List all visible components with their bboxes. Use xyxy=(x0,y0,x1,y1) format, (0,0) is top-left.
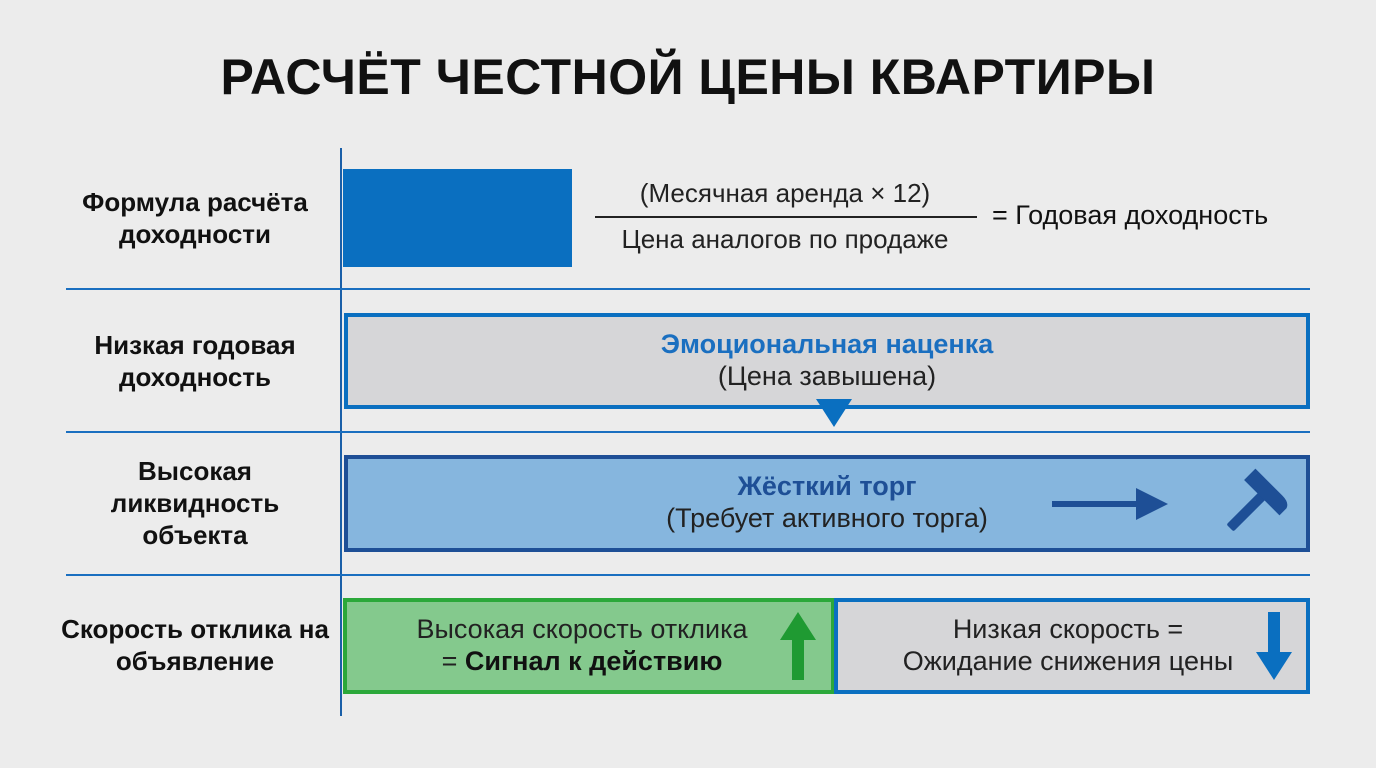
row-label-low-yield: Низкая годовая доходность xyxy=(94,330,296,392)
high-speed-signal: Сигнал к действию xyxy=(464,646,723,676)
formula-numerator: (Месячная аренда × 12) xyxy=(639,178,931,208)
emotional-markup-box xyxy=(344,313,1310,409)
row-label-formula: Формула расчёта доходности xyxy=(82,187,308,249)
arrow-up-icon xyxy=(780,612,816,680)
emotional-markup-subtitle: (Цена завышена) xyxy=(717,361,937,391)
high-speed-prefix: = xyxy=(441,646,465,676)
page-title: РАСЧЁТ ЧЕСТНОЙ ЦЕНЫ КВАРТИРЫ xyxy=(220,49,1156,105)
formula-color-bar xyxy=(343,169,572,267)
hard-bargain-title: Жёсткий торг xyxy=(737,471,917,501)
low-speed-box xyxy=(834,598,1310,694)
hard-bargain-subtitle: (Требует активного торга) xyxy=(666,503,988,533)
row-label-response: Скорость отклика на объявление xyxy=(61,614,329,676)
row-label-liquidity: Высокая ликвидность объекта xyxy=(110,456,280,550)
hammer-icon xyxy=(1216,470,1292,538)
arrow-down-icon xyxy=(1256,612,1292,680)
low-speed-line1: Низкая скорость = xyxy=(952,614,1184,644)
high-speed-line1: Высокая скорость отклика xyxy=(416,614,748,644)
low-speed-line2: Ожидание снижения цены xyxy=(902,646,1234,676)
formula-denominator: Цена аналогов по продаже xyxy=(621,224,949,254)
row-divider xyxy=(66,431,1310,433)
row-divider xyxy=(66,574,1310,576)
triangle-down-icon xyxy=(816,399,852,427)
arrow-right-icon xyxy=(1052,486,1172,522)
row-divider xyxy=(66,288,1310,290)
fraction-line xyxy=(595,216,977,218)
formula-result: = Годовая доходность xyxy=(992,200,1269,230)
emotional-markup-title: Эмоциональная наценка xyxy=(660,329,994,359)
high-speed-box xyxy=(343,598,835,694)
high-speed-line2 xyxy=(347,646,817,677)
